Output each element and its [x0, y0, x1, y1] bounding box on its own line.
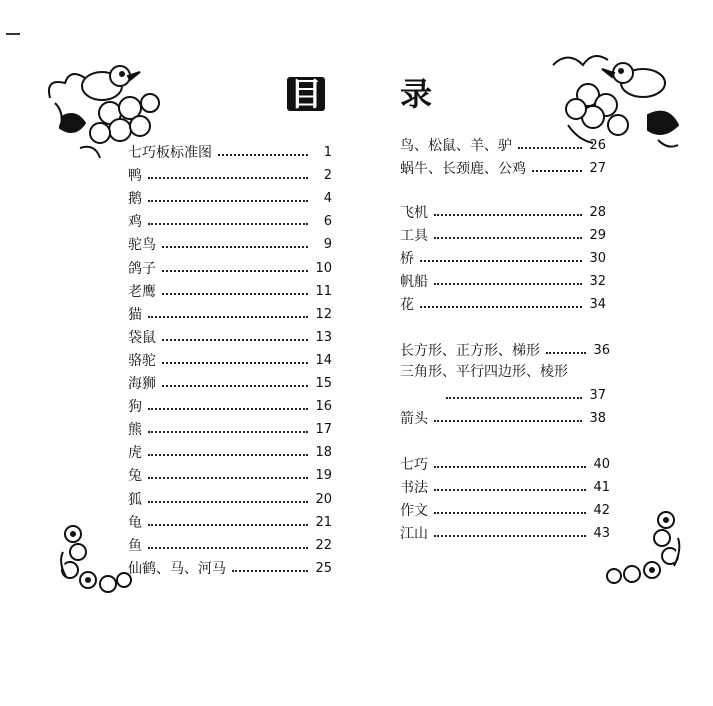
toc-entry-label: 仙鹤、马、河马 — [128, 561, 226, 577]
toc-entry-label: 袋鼠 — [128, 330, 156, 346]
leader-dots — [148, 223, 308, 225]
toc-entry[interactable] — [400, 293, 606, 315]
toc-entry-label: 海狮 — [128, 376, 156, 392]
toc-entry-page: 37 — [589, 387, 606, 403]
toc-entry-label: 鸭 — [128, 168, 142, 184]
toc-entry-label: 老鹰 — [128, 284, 156, 300]
leader-dots — [162, 362, 308, 364]
toc-entry[interactable] — [128, 441, 332, 463]
toc-entry-page: 21 — [315, 514, 332, 530]
leader-dots — [148, 200, 308, 202]
toc-entry-page: 12 — [315, 306, 332, 322]
leader-dots — [218, 154, 308, 156]
toc-entry-page: 40 — [593, 456, 610, 472]
toc-entry-label: 帆船 — [400, 274, 428, 290]
toc-entry-page: 42 — [593, 502, 610, 518]
toc-entry[interactable] — [128, 233, 332, 255]
leader-dots — [148, 501, 308, 503]
leader-dots — [532, 170, 582, 172]
leader-dots — [434, 237, 582, 239]
scan-mark — [6, 33, 20, 35]
toc-entry[interactable] — [128, 534, 332, 556]
leader-dots — [162, 293, 308, 295]
toc-entry-label: 狐 — [128, 492, 142, 508]
leader-dots — [148, 316, 308, 318]
title-char-1: 目 — [287, 74, 325, 114]
leader-dots — [546, 352, 586, 354]
toc-entry-page: 26 — [589, 137, 606, 153]
toc-entry-page: 14 — [315, 352, 332, 368]
leader-dots — [162, 270, 308, 272]
toc-entry-page: 19 — [315, 467, 332, 483]
toc-entry-label: 蜗牛、长颈鹿、公鸡 — [400, 161, 526, 177]
toc-entry-label: 工具 — [400, 228, 428, 244]
toc-entry[interactable] — [128, 210, 332, 232]
leader-dots — [446, 397, 582, 399]
toc-entry[interactable] — [128, 187, 332, 209]
leader-dots — [518, 147, 582, 149]
toc-entry-page: 36 — [593, 342, 610, 358]
toc-entry-page: 17 — [315, 421, 332, 437]
toc-entry[interactable] — [400, 476, 610, 498]
leader-dots — [434, 214, 582, 216]
toc-entry[interactable] — [128, 257, 332, 279]
toc-entry-label: 鸟、松鼠、羊、驴 — [400, 138, 512, 154]
leader-dots — [434, 420, 582, 422]
toc-entry-page: 25 — [315, 560, 332, 576]
toc-entry-page: 13 — [315, 329, 332, 345]
toc-entry-label: 箭头 — [400, 411, 428, 427]
toc-entry-page: 30 — [589, 250, 606, 266]
toc-entry[interactable] — [400, 224, 606, 246]
toc-entry-page: 11 — [315, 283, 332, 299]
toc-entry-page: 18 — [315, 444, 332, 460]
toc-entry-page: 27 — [589, 160, 606, 176]
toc-entry[interactable] — [128, 511, 332, 533]
toc-entry-label: 长方形、正方形、梯形 — [400, 343, 540, 359]
toc-entry[interactable] — [400, 134, 606, 156]
toc-entry-label: 龟 — [128, 515, 142, 531]
toc-entry[interactable] — [400, 201, 606, 223]
leader-dots — [434, 535, 586, 537]
toc-entry-label: 鸡 — [128, 214, 142, 230]
toc-entry-continuation[interactable] — [446, 384, 606, 406]
toc-entry-page: 32 — [589, 273, 606, 289]
toc-entry-label: 七巧板标准图 — [128, 145, 212, 161]
toc-entry-page: 4 — [323, 190, 332, 206]
toc-entry[interactable] — [400, 157, 606, 179]
toc-entry-page: 28 — [589, 204, 606, 220]
toc-entry-page: 1 — [323, 144, 332, 160]
leader-dots — [434, 489, 586, 491]
toc-entry-page: 16 — [315, 398, 332, 414]
toc-entry-label-wrapped[interactable]: 三角形、平行四边形、棱形 — [400, 364, 568, 380]
toc-entry[interactable] — [128, 395, 332, 417]
toc-entry-page: 6 — [323, 213, 332, 229]
toc-entry-label: 鹅 — [128, 191, 142, 207]
toc-entry-label: 作文 — [400, 503, 428, 519]
toc-entry[interactable] — [128, 488, 332, 510]
toc-entry-label: 江山 — [400, 526, 428, 542]
toc-entry[interactable] — [400, 339, 610, 361]
leader-dots — [420, 306, 582, 308]
leader-dots — [434, 283, 582, 285]
toc-entry-label: 猫 — [128, 307, 142, 323]
flower-decoration-bottom-left — [58, 522, 133, 597]
leader-dots — [162, 339, 308, 341]
toc-entry[interactable] — [128, 464, 332, 486]
toc-entry-label: 鱼 — [128, 538, 142, 554]
leader-dots — [434, 466, 586, 468]
toc-entry[interactable] — [128, 557, 332, 579]
toc-entry[interactable] — [128, 418, 332, 440]
leader-dots — [148, 431, 308, 433]
toc-entry[interactable] — [400, 522, 610, 544]
toc-entry-label: 驼鸟 — [128, 237, 156, 253]
leader-dots — [148, 177, 308, 179]
toc-entry-page: 20 — [315, 491, 332, 507]
toc-entry-label: 七巧 — [400, 457, 428, 473]
title-char-2: 录 — [400, 75, 433, 113]
toc-entry-label: 狗 — [128, 399, 142, 415]
toc-entry[interactable] — [400, 247, 606, 269]
toc-entry-page: 43 — [593, 525, 610, 541]
leader-dots — [434, 512, 586, 514]
toc-entry[interactable] — [400, 270, 606, 292]
toc-entry[interactable] — [400, 453, 610, 475]
toc-entry-page: 41 — [593, 479, 610, 495]
toc-entry-label: 桥 — [400, 251, 414, 267]
toc-entry[interactable] — [128, 303, 332, 325]
toc-entry-label: 书法 — [400, 480, 428, 496]
toc-entry-page: 38 — [589, 410, 606, 426]
toc-entry-label: 兔 — [128, 468, 142, 484]
leader-dots — [148, 454, 308, 456]
toc-entry-page: 22 — [315, 537, 332, 553]
leader-dots — [162, 385, 308, 387]
toc-entry-label: 花 — [400, 297, 414, 313]
toc-entry-page: 15 — [315, 375, 332, 391]
toc-entry-label: 飞机 — [400, 205, 428, 221]
flower-decoration-bottom-right — [604, 508, 684, 588]
toc-entry-page: 34 — [589, 296, 606, 312]
leader-dots — [148, 408, 308, 410]
toc-entry-label: 熊 — [128, 422, 142, 438]
leader-dots — [162, 246, 308, 248]
toc-entry[interactable] — [400, 499, 610, 521]
leader-dots — [420, 260, 582, 262]
toc-entry[interactable] — [128, 349, 332, 371]
leader-dots — [148, 547, 308, 549]
toc-entry-page: 29 — [589, 227, 606, 243]
toc-entry-page: 9 — [323, 236, 332, 252]
toc-entry[interactable] — [128, 141, 332, 163]
toc-entry-page: 2 — [323, 167, 332, 183]
toc-entry[interactable] — [128, 280, 332, 302]
toc-entry[interactable] — [128, 326, 332, 348]
toc-entry-label: 鸽子 — [128, 261, 156, 277]
toc-entry-label: 虎 — [128, 445, 142, 461]
toc-entry-page: 10 — [315, 260, 332, 276]
leader-dots — [232, 570, 308, 572]
leader-dots — [148, 524, 308, 526]
toc-entry-label: 骆驼 — [128, 353, 156, 369]
toc-entry[interactable] — [128, 372, 332, 394]
toc-entry[interactable] — [400, 407, 606, 429]
toc-entry[interactable] — [128, 164, 332, 186]
leader-dots — [148, 477, 308, 479]
